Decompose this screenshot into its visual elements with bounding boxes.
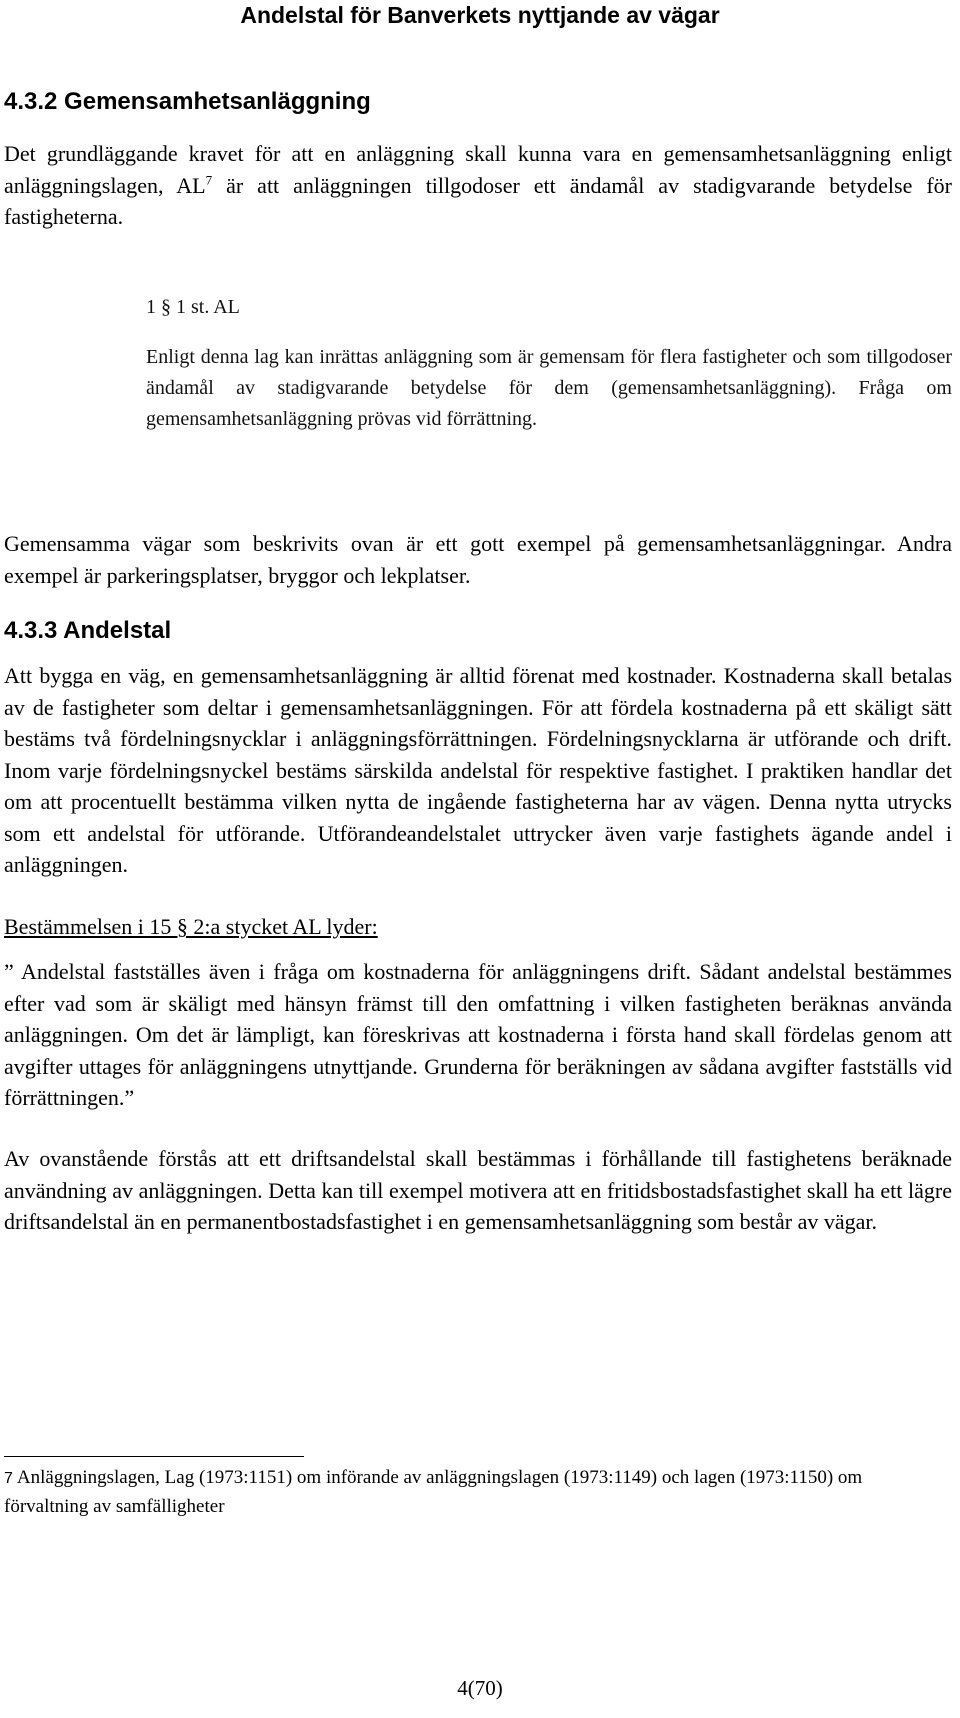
paragraph-text: Att bygga en väg, en gemensamhetsanläggning är alltid förenat med kostnader. Kostnaderna skall betalas av de fastigheter som deltar i gemensamhetsanläggningen. För att fördela kostnaderna på ett skäligt sätt bestäms två fördelningsnycklar i anläggningsförrättningen. Fördelningsnycklarna är utförande och drift. Inom varje fördelningsnyckel bestäms särskilda andelstal för respektive fastighet. I praktiken handlar det om att procentuellt bestämma vilken nytta de ingående fastigheterna har av vägen. Denna nytta utrycks som ett andelstal för utförande. Utförandeandelstalet uttrycker även varje fastighets ägande andel i anläggningen. [4,663,952,877]
legal-reference: 1 § 1 st. AL [146,296,240,318]
footnote-text: Anläggningslagen, Lag (1973:1151) om införande av anläggningslagen (1973:1149) och lagen (1973:1150) om förvaltning av samfälligheter [4,1467,863,1517]
legal-quote-text-block [146,342,952,435]
footnote-reference: 7 [205,172,213,188]
page-number: 4(70) [457,1676,503,1700]
paragraph-text: Av ovanstående förstås att ett driftsandelstal skall bestämmas i förhållande till fastighetens beräknade användning av anläggningen. Detta kan till exempel motivera att en fritidsbostadsfastighet skall ha ett lägre driftsandelstal än en permanentbostadsfastighet i en gemensamhetsanläggning som består av vägar. [4,1146,952,1234]
paragraph-text: Gemensamma vägar som beskrivits ovan är ett gott exempel på gemensamhetsanläggningar. Andra exempel är parkeringsplatser, bryggor och lekplatser. [4,531,952,588]
running-header: Andelstal för Banverkets nyttjande av vägar [240,2,720,28]
law-intro-text: Bestämmelsen i 15 § 2:a stycket AL lyder: [4,914,378,939]
legal-quote-block [146,296,952,319]
paragraph-conclusion [4,1143,952,1238]
paragraph-text [4,138,952,233]
footnote [4,1464,924,1521]
footnote-divider [4,1456,304,1457]
section-heading-4-3-2 [4,88,952,116]
law-quote-text: ” Andelstal fastställes även i fråga om kostnaderna för anläggningens drift. Sådant andelstal bestämmes efter vad som är skäligt med hänsyn främst till den omfattning i vilken fastigheten beräknas använda anläggningen. Om det är lämpligt, kan föreskrivas att kostnaderna i första hand skall fördelas genom att avgifter uttages för anläggningens utnyttjande. Grunderna för beräkningen av sådana avgifter fastställs vid förrättningen.” [4,959,952,1110]
paragraph-text-part1: Det grundläggande kravet för att en anläggning skall kunna vara en gemensamhetsanläggning enligt anläggningslagen, AL [4,141,952,198]
paragraph-andelstal [4,660,952,881]
paragraph-examples [4,528,952,591]
paragraph-text-part2: är att anläggningen tillgodoser ett ändamål av stadigvarande betydelse för fastigheterna. [4,172,952,229]
section-heading-4-3-3 [4,617,952,645]
section-heading-text: 4.3.2 Gemensamhetsanläggning [4,88,371,115]
law-intro [4,911,952,943]
paragraph-gemensamhetsanlaggning [4,138,952,233]
law-quote-block [4,956,952,1114]
section-heading-text: 4.3.3 Andelstal [4,617,172,644]
legal-quote-text: Enligt denna lag kan inrättas anläggning som är gemensam för flera fastigheter och som tillgodoser ändamål av stadigvarande betydelse för dem (gemensamhetsanläggning). Fråga om gemensamhetsanläggning prövas vid förrättning. [146,346,952,430]
footnote-number: 7 [4,1470,13,1487]
